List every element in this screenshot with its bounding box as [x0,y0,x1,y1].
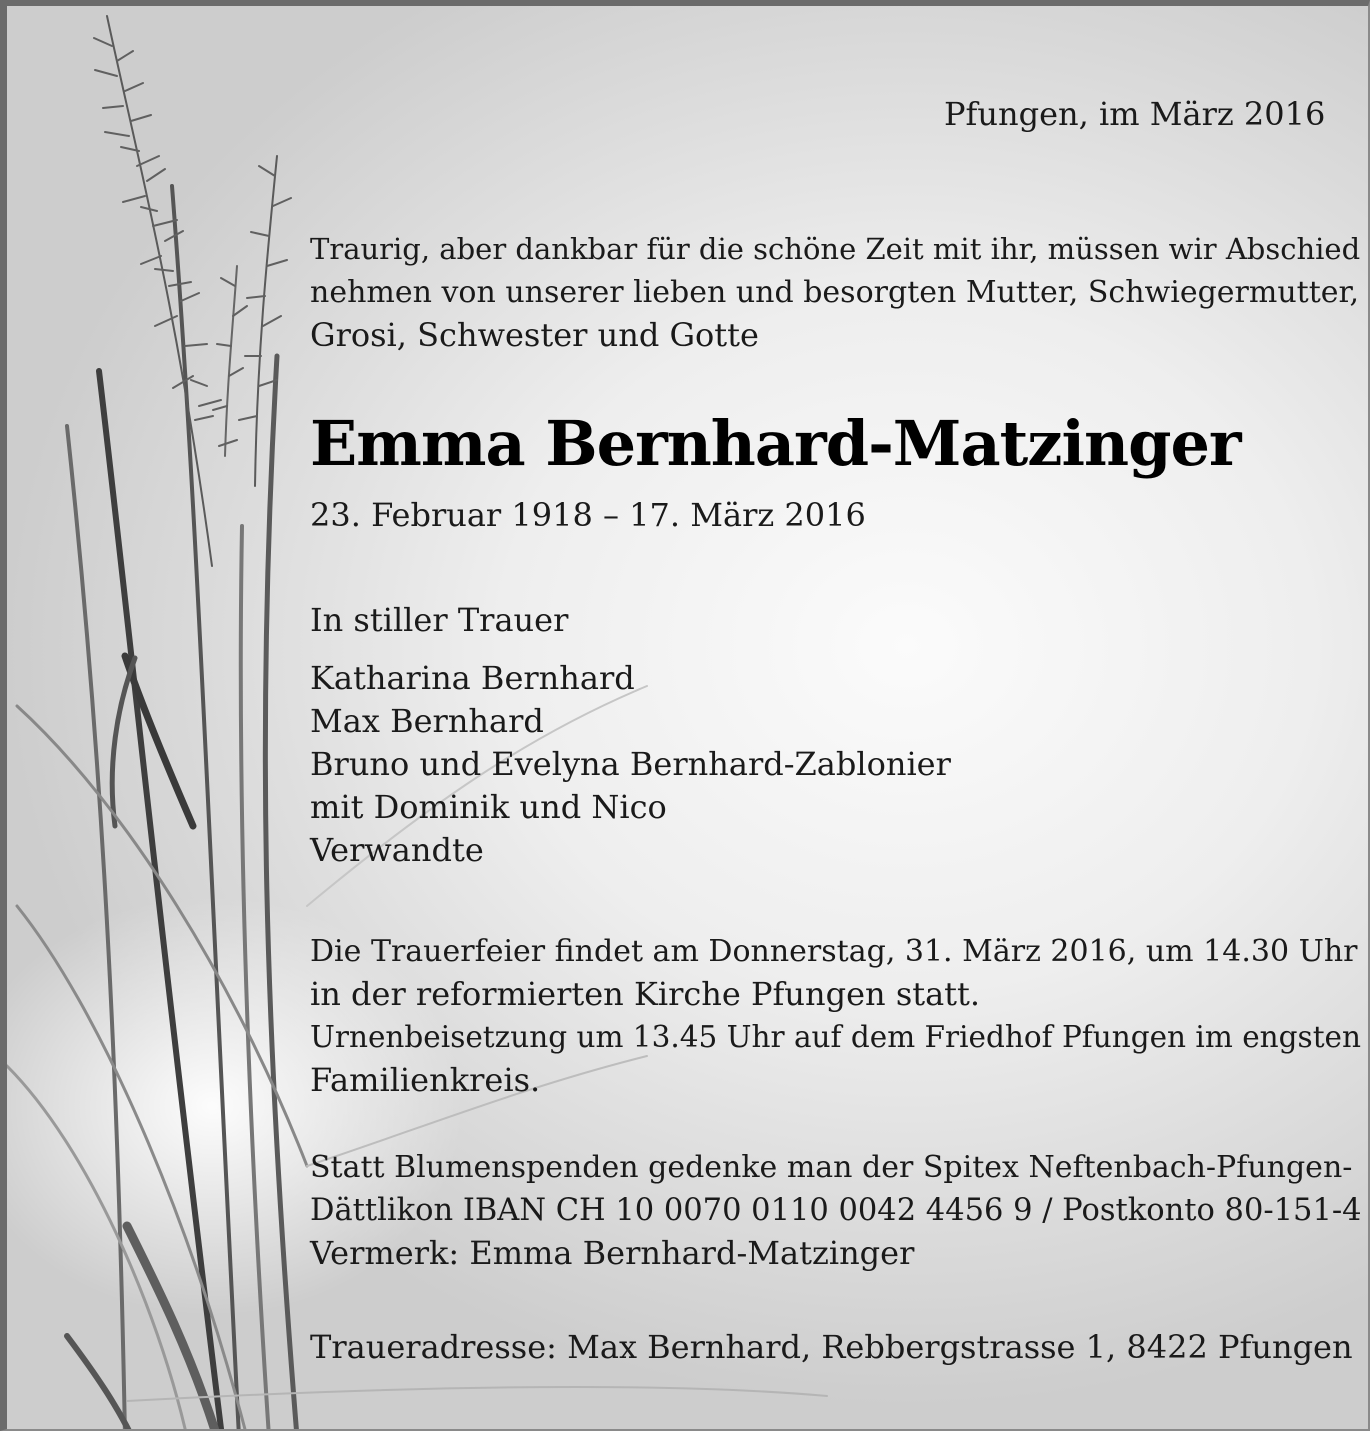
mourner-name: Katharina Bernhard [310,659,635,697]
donation-line: Dättlikon IBAN CH 10 0070 0110 0042 4456 9 / Postkonto 80-151-4 [310,1193,1362,1228]
mourner-name: Verwandte [310,831,484,869]
mourner-name: mit Dominik und Nico [310,788,667,826]
mourner-name: Bruno und Evelyna Bernhard-Zablonier [310,745,951,783]
ceremony-line: Die Trauerfeier findet am Donnerstag, 31. März 2016, um 14.30 Uhr [310,934,1358,969]
ceremony-line: Urnenbeisetzung um 13.45 Uhr auf dem Friedhof Pfungen im engsten [310,1020,1362,1054]
mourning-address: Traueradresse: Max Bernhard, Rebbergstrasse 1, 8422 Pfungen [310,1328,1353,1366]
intro-line: nehmen von unserer lieben und besorgten Mutter, Schwiegermutter, [310,275,1360,310]
mourner-name: Max Bernhard [310,702,544,740]
ceremony-line: in der reformierten Kirche Pfungen statt. [310,975,981,1013]
mourning-line: In stiller Trauer [310,601,569,639]
donation-line: Statt Blumenspenden gedenke man der Spitex Neftenbach-Pfungen- [310,1150,1353,1185]
intro-line: Traurig, aber dankbar für die schöne Zeit mit ihr, müssen wir Abschied [310,232,1361,266]
intro-line: Grosi, Schwester und Gotte [310,316,759,354]
ceremony-line: Familienkreis. [310,1061,541,1099]
life-dates: 23. Februar 1918 – 17. März 2016 [310,496,866,534]
place-date: Pfungen, im März 2016 [944,95,1326,133]
donation-line: Vermerk: Emma Bernhard-Matzinger [310,1234,915,1272]
deceased-name: Emma Bernhard-Matzinger [310,407,1241,480]
